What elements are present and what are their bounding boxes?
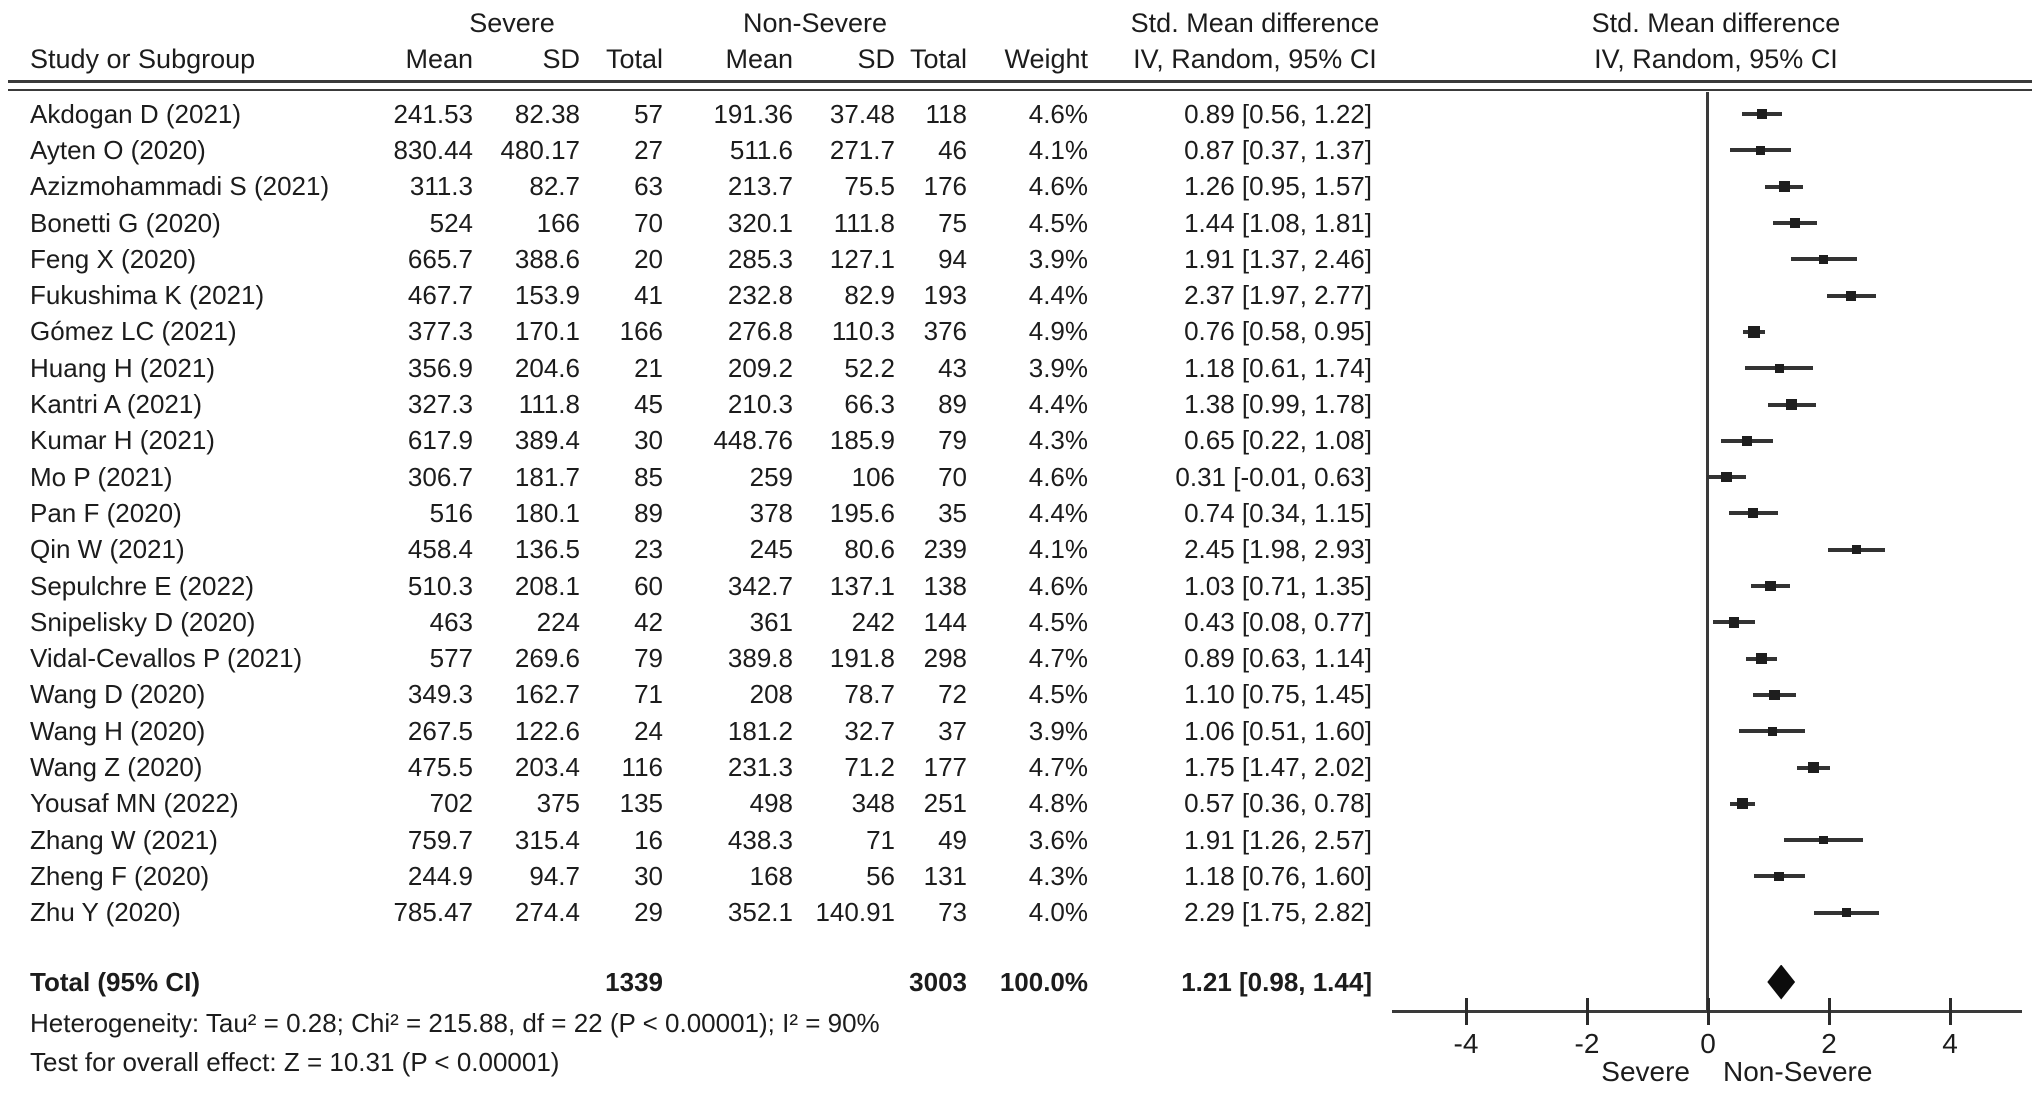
header-rule [8,80,2032,91]
cell-study: Snipelisky D (2020) [30,606,256,637]
cell-total-nonsevere: 376 [923,316,967,347]
cell-total-nonsevere: 251 [923,788,967,819]
cell-mean-severe: 311.3 [409,171,473,202]
cell-mean-nonsevere: 352.1 [727,897,793,928]
effect-square [1748,508,1758,518]
cell-study: Vidal-Cevallos P (2021) [30,643,303,674]
cell-sd-nonsevere: 127.1 [829,243,895,274]
table-row [0,532,2032,568]
cell-ci: 2.45 [1.98, 2.93] [1184,534,1372,565]
cell-total-nonsevere: 73 [938,897,967,928]
cell-total-nonsevere: 49 [938,824,967,855]
cell-study: Wang H (2020) [30,715,206,746]
cell-sd-severe: 94.7 [529,860,580,891]
cell-sd-nonsevere: 75.5 [844,171,895,202]
smd-column-title: Std. Mean difference [1130,8,1380,38]
cell-sd-severe: 208.1 [514,570,580,601]
cell-mean-severe: 267.5 [407,715,473,746]
cell-total-severe: 1339 [605,966,663,997]
overall-effect-text: Test for overall effect: Z = 10.31 (P < 0.00001) [30,1047,560,1077]
cell-total-nonsevere: 75 [938,207,967,238]
table-row [0,386,2032,422]
effect-square [1790,218,1800,228]
cell-sd-severe: 181.7 [514,461,580,492]
cell-sd-severe: 82.38 [514,98,580,129]
effect-square [1846,291,1856,301]
smd-plot-title: Std. Mean difference [1591,8,1841,38]
axis-label-severe: Severe [1601,1056,1690,1087]
cell-weight: 4.3% [1028,860,1088,891]
effect-square [1756,146,1765,155]
effect-square [1819,255,1828,264]
cell-mean-severe: 475.5 [407,752,473,783]
cell-sd-severe: 315.4 [514,824,580,855]
cell-mean-nonsevere: 232.8 [727,280,793,311]
effect-square [1737,798,1748,809]
cell-study: Kantri A (2021) [30,389,202,420]
cell-total-nonsevere: 46 [938,134,967,165]
cell-mean-nonsevere: 285.3 [727,243,793,274]
effect-square [1768,727,1777,736]
cell-sd-nonsevere: 348 [851,788,895,819]
axis-tick-label: 4 [1942,1028,1958,1059]
table-row [0,895,2032,931]
cell-total-nonsevere: 177 [923,752,967,783]
cell-total-severe: 70 [634,207,663,238]
cell-ci: 0.89 [0.63, 1.14] [1184,643,1372,674]
cell-total-nonsevere: 239 [923,534,967,565]
cell-total-severe: 79 [634,643,663,674]
cell-ci: 1.75 [1.47, 2.02] [1184,752,1372,783]
col-header-sd-severe: SD [542,44,580,74]
cell-total-severe: 71 [634,679,663,710]
cell-total-nonsevere: 138 [923,570,967,601]
cell-total-severe: 135 [619,788,663,819]
effect-square [1765,581,1776,592]
cell-mean-nonsevere: 276.8 [727,316,793,347]
cell-total-severe: 30 [634,860,663,891]
cell-total-nonsevere: 79 [938,425,967,456]
axis-tick [1828,998,1831,1025]
table-row [0,677,2032,713]
cell-study: Qin W (2021) [30,534,185,565]
cell-study: Fukushima K (2021) [30,280,265,311]
cell-weight: 3.6% [1028,824,1088,855]
cell-study: Yousaf MN (2022) [30,788,239,819]
cell-ci: 0.89 [0.56, 1.22] [1184,98,1372,129]
cell-ci: 0.57 [0.36, 0.78] [1184,788,1372,819]
cell-sd-nonsevere: 110.3 [831,316,895,347]
cell-total-ci: 1.21 [0.98, 1.44] [1181,966,1372,997]
plot-header-ci: IV, Random, 95% CI [1594,44,1838,74]
cell-weight: 4.5% [1028,679,1088,710]
col-header-ci: IV, Random, 95% CI [1133,44,1377,74]
cell-sd-severe: 111.8 [518,389,580,420]
cell-study: Bonetti G (2020) [30,207,221,238]
cell-study: Mo P (2021) [30,461,173,492]
axis-tick-label: 0 [1700,1028,1716,1059]
cell-mean-severe: 244.9 [407,860,473,891]
col-header-total-severe: Total [605,44,663,74]
cell-ci: 0.74 [0.34, 1.15] [1184,497,1372,528]
cell-total-weight: 100.0% [999,966,1088,997]
cell-weight: 4.6% [1028,171,1088,202]
cell-sd-nonsevere: 80.6 [844,534,895,565]
cell-sd-severe: 269.6 [514,643,580,674]
cell-total-severe: 116 [621,752,663,783]
cell-study: Akdogan D (2021) [30,98,242,129]
cell-sd-severe: 375 [536,788,580,819]
cell-total-severe: 29 [634,897,663,928]
cell-study: Ayten O (2020) [30,134,206,165]
cell-mean-nonsevere: 208 [749,679,793,710]
effect-square [1775,364,1784,373]
cell-study: Zhu Y (2020) [30,897,181,928]
effect-square [1842,908,1851,917]
cell-mean-nonsevere: 389.8 [727,643,793,674]
cell-mean-severe: 241.53 [393,98,473,129]
cell-sd-nonsevere: 71.2 [844,752,895,783]
effect-square [1808,762,1819,773]
cell-sd-nonsevere: 271.7 [829,134,895,165]
cell-sd-severe: 203.4 [514,752,580,783]
cell-study: Pan F (2020) [30,497,182,528]
cell-mean-nonsevere: 231.3 [727,752,793,783]
cell-weight: 4.5% [1028,207,1088,238]
cell-mean-nonsevere: 181.2 [727,715,793,746]
cell-total-severe: 20 [634,243,663,274]
cell-total-severe: 27 [634,134,663,165]
cell-total-severe: 23 [634,534,663,565]
cell-weight: 3.9% [1028,243,1088,274]
cell-mean-nonsevere: 191.36 [713,98,793,129]
table-row [0,205,2032,241]
table-row [0,858,2032,894]
table-row [0,241,2032,277]
cell-total-severe: 57 [634,98,663,129]
table-row [0,169,2032,205]
effect-square [1852,545,1861,554]
cell-sd-severe: 122.6 [514,715,580,746]
cell-study: Zhang W (2021) [30,824,218,855]
cell-weight: 4.1% [1028,134,1088,165]
cell-total-severe: 24 [634,715,663,746]
cell-sd-severe: 170.1 [514,316,580,347]
cell-total-label: Total (95% CI) [30,966,200,997]
cell-mean-nonsevere: 168 [749,860,793,891]
cell-sd-nonsevere: 137.1 [829,570,895,601]
cell-total-nonsevere: 35 [938,497,967,528]
cell-ci: 1.18 [0.61, 1.74] [1184,352,1372,383]
cell-total-severe: 41 [634,280,663,311]
effect-square [1757,109,1768,120]
heterogeneity-text: Heterogeneity: Tau² = 0.28; Chi² = 215.88, df = 22 (P < 0.00001); I² = 90% [30,1008,880,1038]
cell-sd-nonsevere: 82.9 [844,280,895,311]
cell-sd-nonsevere: 56 [866,860,895,891]
cell-total-nonsevere: 94 [938,243,967,274]
axis-tick [1949,998,1952,1025]
axis-tick-label: -2 [1574,1028,1600,1059]
cell-ci: 2.37 [1.97, 2.77] [1184,280,1372,311]
cell-mean-severe: 577 [429,643,473,674]
cell-weight: 4.5% [1028,606,1088,637]
cell-total-nonsevere: 89 [938,389,967,420]
table-row [0,278,2032,314]
cell-mean-severe: 702 [429,788,473,819]
cell-ci: 1.03 [0.71, 1.35] [1184,570,1372,601]
cell-weight: 4.7% [1028,752,1088,783]
cell-sd-severe: 136.5 [514,534,580,565]
effect-square [1742,436,1752,446]
cell-mean-severe: 327.3 [407,389,473,420]
cell-study: Gómez LC (2021) [30,316,237,347]
cell-mean-nonsevere: 209.2 [727,352,793,383]
table-row [0,786,2032,822]
group-header-severe: Severe [469,8,555,38]
cell-ci: 0.76 [0.58, 0.95] [1184,316,1372,347]
cell-weight: 4.1% [1028,534,1088,565]
cell-study: Azizmohammadi S (2021) [30,171,330,202]
cell-mean-severe: 356.9 [407,352,473,383]
col-header-mean-nonsevere: Mean [725,44,793,74]
cell-total-severe: 42 [634,606,663,637]
cell-sd-nonsevere: 242 [851,606,895,637]
cell-mean-nonsevere: 342.7 [727,570,793,601]
cell-weight: 4.4% [1028,280,1088,311]
cell-sd-severe: 180.1 [514,497,580,528]
cell-mean-severe: 377.3 [407,316,473,347]
cell-ci: 2.29 [1.75, 2.82] [1184,897,1372,928]
cell-ci: 0.43 [0.08, 0.77] [1184,606,1372,637]
cell-total-severe: 166 [619,316,663,347]
cell-mean-severe: 516 [429,497,473,528]
cell-total-severe: 85 [634,461,663,492]
cell-mean-nonsevere: 210.3 [727,389,793,420]
cell-total-nonsevere: 43 [938,352,967,383]
cell-weight: 3.9% [1028,352,1088,383]
cell-total-severe: 21 [634,352,663,383]
cell-total-severe: 63 [634,171,663,202]
cell-mean-severe: 830.44 [393,134,473,165]
table-row [0,749,2032,785]
effect-square [1756,653,1767,664]
cell-total-nonsevere: 298 [923,643,967,674]
cell-weight: 4.6% [1028,461,1088,492]
cell-sd-nonsevere: 52.2 [844,352,895,383]
cell-mean-severe: 785.47 [393,897,473,928]
table-row [0,314,2032,350]
cell-mean-nonsevere: 213.7 [727,171,793,202]
cell-mean-severe: 617.9 [407,425,473,456]
cell-total-nonsevere: 70 [938,461,967,492]
cell-study: Feng X (2020) [30,243,197,274]
cell-weight: 4.9% [1028,316,1088,347]
table-row [0,96,2032,132]
effect-square [1769,690,1779,700]
cell-mean-nonsevere: 498 [749,788,793,819]
cell-mean-severe: 463 [429,606,473,637]
cell-total-nonsevere: 3003 [909,966,967,997]
cell-study: Kumar H (2021) [30,425,215,456]
cell-mean-nonsevere: 361 [749,606,793,637]
cell-study: Sepulchre E (2022) [30,570,255,601]
cell-total-severe: 45 [634,389,663,420]
col-header-mean-severe: Mean [405,44,473,74]
cell-ci: 0.87 [0.37, 1.37] [1184,134,1372,165]
table-row [0,132,2032,168]
cell-ci: 1.10 [0.75, 1.45] [1184,679,1372,710]
cell-mean-severe: 665.7 [407,243,473,274]
cell-mean-severe: 349.3 [407,679,473,710]
cell-ci: 1.91 [1.26, 2.57] [1184,824,1372,855]
cell-total-severe: 30 [634,425,663,456]
cell-mean-severe: 510.3 [407,570,473,601]
cell-study: Huang H (2021) [30,352,215,383]
cell-sd-severe: 204.6 [514,352,580,383]
cell-sd-severe: 388.6 [514,243,580,274]
cell-sd-nonsevere: 78.7 [844,679,895,710]
table-row [0,641,2032,677]
cell-study: Zheng F (2020) [30,860,210,891]
cell-sd-severe: 166 [536,207,580,238]
effect-square [1729,617,1739,627]
effect-square [1786,399,1796,409]
effect-square [1721,472,1732,483]
cell-sd-nonsevere: 140.91 [815,897,895,928]
cell-mean-nonsevere: 511.6 [729,134,793,165]
cell-sd-nonsevere: 111.8 [833,207,895,238]
cell-ci: 0.31 [-0.01, 0.63] [1175,461,1372,492]
cell-sd-severe: 480.17 [500,134,580,165]
cell-ci: 1.26 [0.95, 1.57] [1184,171,1372,202]
group-header-nonsevere: Non-Severe [742,8,888,38]
cell-sd-severe: 389.4 [514,425,580,456]
cell-mean-nonsevere: 448.76 [713,425,793,456]
cell-sd-severe: 82.7 [529,171,580,202]
table-row [0,822,2032,858]
cell-sd-nonsevere: 185.9 [829,425,895,456]
cell-weight: 4.4% [1028,497,1088,528]
effect-square [1819,836,1827,844]
cell-weight: 4.0% [1028,897,1088,928]
cell-sd-nonsevere: 191.8 [829,643,895,674]
cell-ci: 1.18 [0.76, 1.60] [1184,860,1372,891]
cell-weight: 4.8% [1028,788,1088,819]
cell-mean-nonsevere: 378 [749,497,793,528]
zero-line [1706,92,1709,1012]
cell-total-nonsevere: 144 [923,606,967,637]
cell-ci: 1.06 [0.51, 1.60] [1184,715,1372,746]
cell-sd-nonsevere: 66.3 [844,389,895,420]
cell-sd-severe: 224 [536,606,580,637]
cell-total-nonsevere: 72 [938,679,967,710]
cell-sd-nonsevere: 32.7 [844,715,895,746]
cell-sd-severe: 274.4 [514,897,580,928]
cell-mean-nonsevere: 259 [749,461,793,492]
cell-total-severe: 16 [634,824,663,855]
cell-sd-nonsevere: 195.6 [829,497,895,528]
col-header-weight: Weight [1004,44,1088,74]
cell-weight: 4.6% [1028,98,1088,129]
cell-mean-severe: 759.7 [407,824,473,855]
cell-weight: 4.6% [1028,570,1088,601]
axis-tick [1707,998,1710,1025]
cell-mean-severe: 524 [429,207,473,238]
col-header-sd-nonsevere: SD [857,44,895,74]
cell-study: Wang D (2020) [30,679,206,710]
cell-ci: 0.65 [0.22, 1.08] [1184,425,1372,456]
axis-tick-label: 2 [1821,1028,1837,1059]
cell-total-severe: 60 [634,570,663,601]
cell-ci: 1.44 [1.08, 1.81] [1184,207,1372,238]
cell-sd-nonsevere: 106 [851,461,895,492]
cell-mean-severe: 458.4 [407,534,473,565]
cell-weight: 3.9% [1028,715,1088,746]
cell-weight: 4.4% [1028,389,1088,420]
effect-square [1748,326,1759,337]
cell-ci: 1.91 [1.37, 2.46] [1184,243,1372,274]
cell-mean-severe: 467.7 [407,280,473,311]
cell-ci: 1.38 [0.99, 1.78] [1184,389,1372,420]
cell-mean-nonsevere: 245 [749,534,793,565]
table-row [0,495,2032,531]
col-header-total-nonsevere: Total [909,44,967,74]
total-row [0,963,2032,1001]
cell-study: Wang Z (2020) [30,752,203,783]
axis-tick-label: -4 [1453,1028,1479,1059]
axis-tick [1465,998,1468,1025]
cell-weight: 4.3% [1028,425,1088,456]
cell-total-nonsevere: 37 [938,715,967,746]
table-row [0,350,2032,386]
effect-square [1774,872,1784,882]
cell-total-nonsevere: 193 [923,280,967,311]
axis-label-nonsevere: Non-Severe [1723,1056,1873,1087]
cell-total-nonsevere: 131 [923,860,967,891]
effect-square [1779,181,1790,192]
cell-mean-nonsevere: 438.3 [727,824,793,855]
cell-total-nonsevere: 176 [923,171,967,202]
axis-tick [1586,998,1589,1025]
cell-weight: 4.7% [1028,643,1088,674]
cell-sd-severe: 153.9 [514,280,580,311]
cell-mean-severe: 306.7 [407,461,473,492]
cell-total-severe: 89 [634,497,663,528]
cell-sd-severe: 162.7 [514,679,580,710]
cell-total-nonsevere: 118 [925,98,967,129]
table-row [0,713,2032,749]
cell-mean-nonsevere: 320.1 [727,207,793,238]
table-row [0,568,2032,604]
col-header-study: Study or Subgroup [30,44,256,74]
cell-sd-nonsevere: 71 [866,824,895,855]
cell-sd-nonsevere: 37.48 [829,98,895,129]
